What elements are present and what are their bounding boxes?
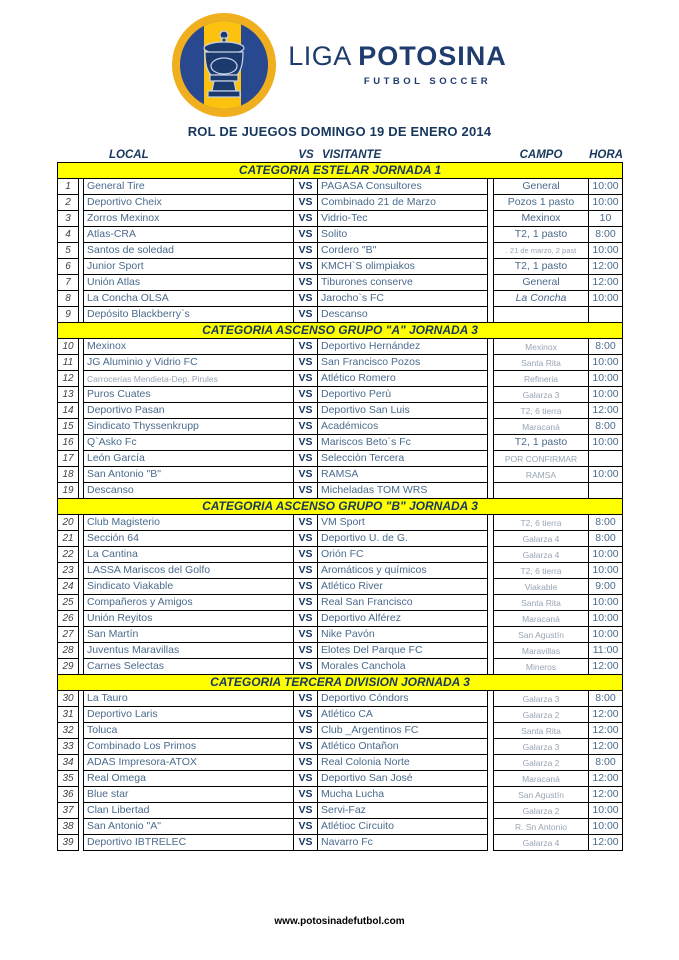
vs-label: VS (294, 562, 318, 579)
vs-label: VS (294, 834, 318, 851)
campo-value: Santa Rita (493, 354, 589, 371)
visitante-team-name: Nike Pavón (318, 626, 488, 643)
hora-value: 10:00 (589, 546, 623, 563)
vs-label: VS (294, 402, 318, 419)
campo-value: Galarza 2 (493, 802, 589, 819)
campo-value: Refineria (493, 370, 589, 387)
match-row (57, 274, 623, 291)
campo-value: Mexinox (493, 338, 589, 355)
row-number: 21 (57, 530, 79, 547)
match-row (57, 530, 623, 547)
row-number: 14 (57, 402, 79, 419)
hora-value (589, 306, 623, 323)
hora-value: 10:00 (589, 290, 623, 307)
hora-value: 10:00 (589, 802, 623, 819)
campo-value: San Agustín (493, 626, 589, 643)
match-row (57, 626, 623, 643)
local-team-name: Carnes Selectas (83, 658, 294, 675)
local-team-name: Unión Reyitos (83, 610, 294, 627)
local-team-name: Blue star (83, 786, 294, 803)
league-name-liga: LIGA (288, 41, 351, 71)
campo-value: Galarza 3 (493, 386, 589, 403)
match-row (57, 578, 623, 595)
visitante-team-name: Deportivo Cóndors (318, 690, 488, 707)
schedule-table (0, 162, 679, 851)
visitante-team-name: KMCH`S olimpiakos (318, 258, 488, 275)
match-row (57, 194, 623, 211)
vs-label: VS (294, 738, 318, 755)
match-row (57, 434, 623, 451)
hora-value: 12:00 (589, 786, 623, 803)
local-team-name: General Tire (83, 178, 294, 195)
match-row (57, 706, 623, 723)
campo-value: Galarza 4 (493, 546, 589, 563)
campo-value: T2, 6 tierra (493, 562, 589, 579)
match-row (57, 690, 623, 707)
campo-value: La Concha (493, 290, 589, 307)
local-team-name: Clan Libertad (83, 802, 294, 819)
match-row (57, 594, 623, 611)
row-number: 23 (57, 562, 79, 579)
hora-value: 8:00 (589, 530, 623, 547)
visitante-team-name: RAMSA (318, 466, 488, 483)
league-name-potosina: POTOSINA (358, 41, 507, 71)
vs-label: VS (294, 658, 318, 675)
row-number: 16 (57, 434, 79, 451)
section-header: CATEGORIA ASCENSO GRUPO "B" JORNADA 3 (57, 498, 623, 515)
row-number: 24 (57, 578, 79, 595)
vs-label: VS (294, 258, 318, 275)
campo-value: Galarza 4 (493, 530, 589, 547)
hora-value: 10:00 (589, 178, 623, 195)
vs-label: VS (294, 722, 318, 739)
campo-value: T2, 1 pasto (493, 258, 589, 275)
row-number: 7 (57, 274, 79, 291)
local-team-name: Toluca (83, 722, 294, 739)
local-team-name: San Antonio "A" (83, 818, 294, 835)
col-header-visitante: VISITANTE (322, 149, 382, 161)
visitante-team-name: Atlétioc Circuito (318, 818, 488, 835)
hora-value: 10:00 (589, 594, 623, 611)
match-row (57, 738, 623, 755)
campo-value: General (493, 274, 589, 291)
league-crest (172, 13, 276, 117)
match-row (57, 178, 623, 195)
hora-value: 10:00 (589, 466, 623, 483)
local-team-name: San Antonio "B" (83, 466, 294, 483)
match-row (57, 226, 623, 243)
campo-value: Pozos 1 pasto (493, 194, 589, 211)
vs-label: VS (294, 770, 318, 787)
hora-value: 9:00 (589, 578, 623, 595)
campo-value: T2, 6 tierra (493, 514, 589, 531)
hora-value: 12:00 (589, 258, 623, 275)
col-header-hora: HORA (589, 149, 623, 161)
row-number: 11 (57, 354, 79, 371)
local-team-name: Mexinox (83, 338, 294, 355)
campo-value: Maracaná (493, 610, 589, 627)
campo-value: POR CONFIRMAR (493, 450, 589, 467)
vs-label: VS (294, 514, 318, 531)
match-row (57, 642, 623, 659)
match-row (57, 258, 623, 275)
local-team-name: Deportivo Cheix (83, 194, 294, 211)
match-row (57, 402, 623, 419)
match-row (57, 386, 623, 403)
match-row (57, 306, 623, 323)
campo-value: Galarza 2 (493, 706, 589, 723)
local-team-name: Santos de soledad (83, 242, 294, 259)
league-subtitle: FUTBOL SOCCER (363, 76, 492, 87)
campo-value: T2, 1 pasto (493, 226, 589, 243)
vs-label: VS (294, 594, 318, 611)
vs-label: VS (294, 354, 318, 371)
visitante-team-name: PAGASA Consultores (318, 178, 488, 195)
row-number: 17 (57, 450, 79, 467)
row-number: 20 (57, 514, 79, 531)
campo-value: San Agustín (493, 786, 589, 803)
visitante-team-name: Aromáticos y químicos (318, 562, 488, 579)
match-row (57, 802, 623, 819)
row-number: 22 (57, 546, 79, 563)
campo-value (493, 306, 589, 323)
match-row (57, 818, 623, 835)
section-tercera (0, 674, 679, 851)
hora-value: 12:00 (589, 658, 623, 675)
website-url: www.potosinadefutbol.com (274, 916, 405, 927)
vs-label: VS (294, 706, 318, 723)
visitante-team-name: Morales Canchola (318, 658, 488, 675)
visitante-team-name: Elotes Del Parque FC (318, 642, 488, 659)
visitante-team-name: Jarocho`s FC (318, 290, 488, 307)
local-team-name: La Concha OLSA (83, 290, 294, 307)
row-number: 32 (57, 722, 79, 739)
campo-value: T2, 6 tierra (493, 402, 589, 419)
vs-label: VS (294, 434, 318, 451)
vs-label: VS (294, 578, 318, 595)
campo-value: Galarza 2 (493, 754, 589, 771)
row-number: 33 (57, 738, 79, 755)
match-row (57, 834, 623, 851)
visitante-team-name: Navarro Fc (318, 834, 488, 851)
local-team-name: León García (83, 450, 294, 467)
visitante-team-name: Real Colonia Norte (318, 754, 488, 771)
local-team-name: Deportivo Pasan (83, 402, 294, 419)
row-number: 25 (57, 594, 79, 611)
match-row (57, 370, 623, 387)
visitante-team-name: Servi-Faz (318, 802, 488, 819)
hora-value: 10:00 (589, 386, 623, 403)
vs-label: VS (294, 450, 318, 467)
league-wordmark (288, 43, 507, 87)
league-logo (0, 0, 679, 117)
campo-value: Galarza 4 (493, 834, 589, 851)
visitante-team-name: Micheladas TOM WRS (318, 482, 488, 499)
match-row (57, 562, 623, 579)
hora-value: 8:00 (589, 226, 623, 243)
local-team-name: Combinado Los Primos (83, 738, 294, 755)
local-team-name: Carrocerías Mendieta-Dep. Pirules (83, 370, 294, 387)
match-row (57, 546, 623, 563)
col-header-campo: CAMPO (519, 149, 563, 161)
visitante-team-name: San Francisco Pozos (318, 354, 488, 371)
vs-label: VS (294, 370, 318, 387)
vs-label: VS (294, 690, 318, 707)
local-team-name: Atlas-CRA (83, 226, 294, 243)
hora-value: 12:00 (589, 770, 623, 787)
row-number: 8 (57, 290, 79, 307)
visitante-team-name: Deportivo San José (318, 770, 488, 787)
hora-value: 10:00 (589, 194, 623, 211)
local-team-name: Deportivo IBTRELEC (83, 834, 294, 851)
match-row (57, 242, 623, 259)
hora-value: 8:00 (589, 514, 623, 531)
campo-value: T2, 1 pasto (493, 434, 589, 451)
row-number: 36 (57, 786, 79, 803)
local-team-name: Sección 64 (83, 530, 294, 547)
local-team-name: Depósito Blackberry`s (83, 306, 294, 323)
visitante-team-name: Real San Francisco (318, 594, 488, 611)
vs-label: VS (294, 290, 318, 307)
row-number: 15 (57, 418, 79, 435)
vs-label: VS (294, 786, 318, 803)
vs-label: VS (294, 546, 318, 563)
match-row (57, 418, 623, 435)
vs-label: VS (294, 306, 318, 323)
col-header-vs: VS (298, 149, 314, 161)
hora-value: 8:00 (589, 418, 623, 435)
league-name (288, 43, 507, 70)
section-ascenso-b (0, 498, 679, 675)
local-team-name: ADAS Impresora-ATOX (83, 754, 294, 771)
vs-label: VS (294, 178, 318, 195)
visitante-team-name: Orión FC (318, 546, 488, 563)
campo-value: Galarza 3 (493, 690, 589, 707)
section-header: CATEGORIA ASCENSO GRUPO "A" JORNADA 3 (57, 322, 623, 339)
row-number: 18 (57, 466, 79, 483)
visitante-team-name: Atlético Romero (318, 370, 488, 387)
local-team-name: Deportivo Laris (83, 706, 294, 723)
col-header-local: LOCAL (109, 149, 149, 161)
campo-value: . 21 de marzo, 2 past (493, 242, 589, 259)
hora-value: 10 (589, 210, 623, 227)
hora-value: 8:00 (589, 754, 623, 771)
vs-label: VS (294, 482, 318, 499)
match-row (57, 450, 623, 467)
visitante-team-name: Descanso (318, 306, 488, 323)
vs-label: VS (294, 818, 318, 835)
visitante-team-name: Club _Argentinos FC (318, 722, 488, 739)
vs-label: VS (294, 226, 318, 243)
match-row (57, 658, 623, 675)
hora-value: 10:00 (589, 242, 623, 259)
local-team-name: Descanso (83, 482, 294, 499)
local-team-name: Zorros Mexinox (83, 210, 294, 227)
visitante-team-name: Atlético Ontañon (318, 738, 488, 755)
hora-value: 10:00 (589, 354, 623, 371)
local-team-name: Q`Asko Fc (83, 434, 294, 451)
visitante-team-name: Combinado 21 de Marzo (318, 194, 488, 211)
hora-value: 8:00 (589, 690, 623, 707)
match-row (57, 354, 623, 371)
hora-value: 10:00 (589, 818, 623, 835)
visitante-team-name: VM Sport (318, 514, 488, 531)
row-number: 37 (57, 802, 79, 819)
row-number: 30 (57, 690, 79, 707)
visitante-team-name: Deportivo Perù (318, 386, 488, 403)
vs-label: VS (294, 802, 318, 819)
hora-value: 10:00 (589, 434, 623, 451)
section-header: CATEGORIA ESTELAR JORNADA 1 (57, 162, 623, 179)
row-number: 13 (57, 386, 79, 403)
campo-value: Galarza 3 (493, 738, 589, 755)
visitante-team-name: Deportivo U. de G. (318, 530, 488, 547)
row-number: 19 (57, 482, 79, 499)
local-team-name: Junior Sport (83, 258, 294, 275)
row-number: 10 (57, 338, 79, 355)
visitante-team-name: Deportivo Hernández (318, 338, 488, 355)
local-team-name: Sindicato Viakable (83, 578, 294, 595)
visitante-team-name: Académicos (318, 418, 488, 435)
row-number: 31 (57, 706, 79, 723)
hora-value: 10:00 (589, 610, 623, 627)
row-number: 9 (57, 306, 79, 323)
campo-value: Mineros (493, 658, 589, 675)
campo-value: R. Sn Antonio (493, 818, 589, 835)
vs-label: VS (294, 754, 318, 771)
hora-value: 12:00 (589, 706, 623, 723)
vs-label: VS (294, 242, 318, 259)
visitante-team-name: Tiburones conserve (318, 274, 488, 291)
match-row (57, 466, 623, 483)
campo-value: General (493, 178, 589, 195)
visitante-team-name: Vidrio-Tec (318, 210, 488, 227)
hora-value (589, 450, 623, 467)
match-row (57, 786, 623, 803)
local-team-name: Real Omega (83, 770, 294, 787)
campo-value: Maravillas (493, 642, 589, 659)
row-number: 4 (57, 226, 79, 243)
match-row (57, 610, 623, 627)
section-estelar (0, 162, 679, 323)
match-row (57, 754, 623, 771)
local-team-name: La Tauro (83, 690, 294, 707)
column-headers (57, 143, 623, 161)
row-number: 12 (57, 370, 79, 387)
campo-value: RAMSA (493, 466, 589, 483)
visitante-team-name: Cordero "B" (318, 242, 488, 259)
hora-value: 8:00 (589, 338, 623, 355)
hora-value: 12:00 (589, 722, 623, 739)
row-number: 35 (57, 770, 79, 787)
row-number: 26 (57, 610, 79, 627)
vs-label: VS (294, 530, 318, 547)
campo-value (493, 482, 589, 499)
local-team-name: Sindicato Thyssenkrupp (83, 418, 294, 435)
campo-value: Maracaná (493, 770, 589, 787)
match-row (57, 722, 623, 739)
vs-label: VS (294, 610, 318, 627)
visitante-team-name: Mucha Lucha (318, 786, 488, 803)
row-number: 34 (57, 754, 79, 771)
vs-label: VS (294, 466, 318, 483)
local-team-name: La Cantina (83, 546, 294, 563)
campo-value: Maracaná (493, 418, 589, 435)
hora-value: 12:00 (589, 834, 623, 851)
local-team-name: Unión Atlas (83, 274, 294, 291)
match-row (57, 210, 623, 227)
hora-value (589, 482, 623, 499)
local-team-name: Club Magisterio (83, 514, 294, 531)
row-number: 29 (57, 658, 79, 675)
match-row (57, 514, 623, 531)
row-number: 38 (57, 818, 79, 835)
row-number: 5 (57, 242, 79, 259)
campo-value: Viakable (493, 578, 589, 595)
hora-value: 12:00 (589, 274, 623, 291)
visitante-team-name: Selecciòn Tercera (318, 450, 488, 467)
row-number: 1 (57, 178, 79, 195)
local-team-name: LASSA Mariscos del Golfo (83, 562, 294, 579)
hora-value: 10:00 (589, 626, 623, 643)
visitante-team-name: Mariscos Beto`s Fc (318, 434, 488, 451)
row-number: 6 (57, 258, 79, 275)
local-team-name: Juventus Maravillas (83, 642, 294, 659)
vs-label: VS (294, 194, 318, 211)
page-title: ROL DE JUEGOS DOMINGO 19 DE ENERO 2014 (187, 124, 492, 139)
vs-label: VS (294, 274, 318, 291)
hora-value: 11:00 (589, 642, 623, 659)
trophy-icon (195, 29, 253, 101)
row-number: 27 (57, 626, 79, 643)
hora-value: 12:00 (589, 738, 623, 755)
visitante-team-name: Atlético River (318, 578, 488, 595)
section-header: CATEGORIA TERCERA DIVISION JORNADA 3 (57, 674, 623, 691)
visitante-team-name: Deportivo San Luis (318, 402, 488, 419)
campo-value: Santa Rita (493, 594, 589, 611)
vs-label: VS (294, 626, 318, 643)
section-ascenso-a (0, 322, 679, 499)
hora-value: 10:00 (589, 562, 623, 579)
row-number: 2 (57, 194, 79, 211)
match-row (57, 482, 623, 499)
visitante-team-name: Deportivo Alférez (318, 610, 488, 627)
vs-label: VS (294, 418, 318, 435)
match-row (57, 338, 623, 355)
row-number: 3 (57, 210, 79, 227)
match-row (57, 290, 623, 307)
campo-value: Mexinox (493, 210, 589, 227)
hora-value: 12:00 (589, 402, 623, 419)
hora-value: 10:00 (589, 370, 623, 387)
vs-label: VS (294, 642, 318, 659)
visitante-team-name: Atlético CA (318, 706, 488, 723)
visitante-team-name: Solito (318, 226, 488, 243)
vs-label: VS (294, 338, 318, 355)
row-number: 28 (57, 642, 79, 659)
row-number: 39 (57, 834, 79, 851)
local-team-name: JG Aluminio y Vidrio FC (83, 354, 294, 371)
local-team-name: San Martín (83, 626, 294, 643)
local-team-name: Puros Cuates (83, 386, 294, 403)
vs-label: VS (294, 386, 318, 403)
campo-value: Santa Rita (493, 722, 589, 739)
vs-label: VS (294, 210, 318, 227)
match-row (57, 770, 623, 787)
local-team-name: Compañeros y Amigos (83, 594, 294, 611)
